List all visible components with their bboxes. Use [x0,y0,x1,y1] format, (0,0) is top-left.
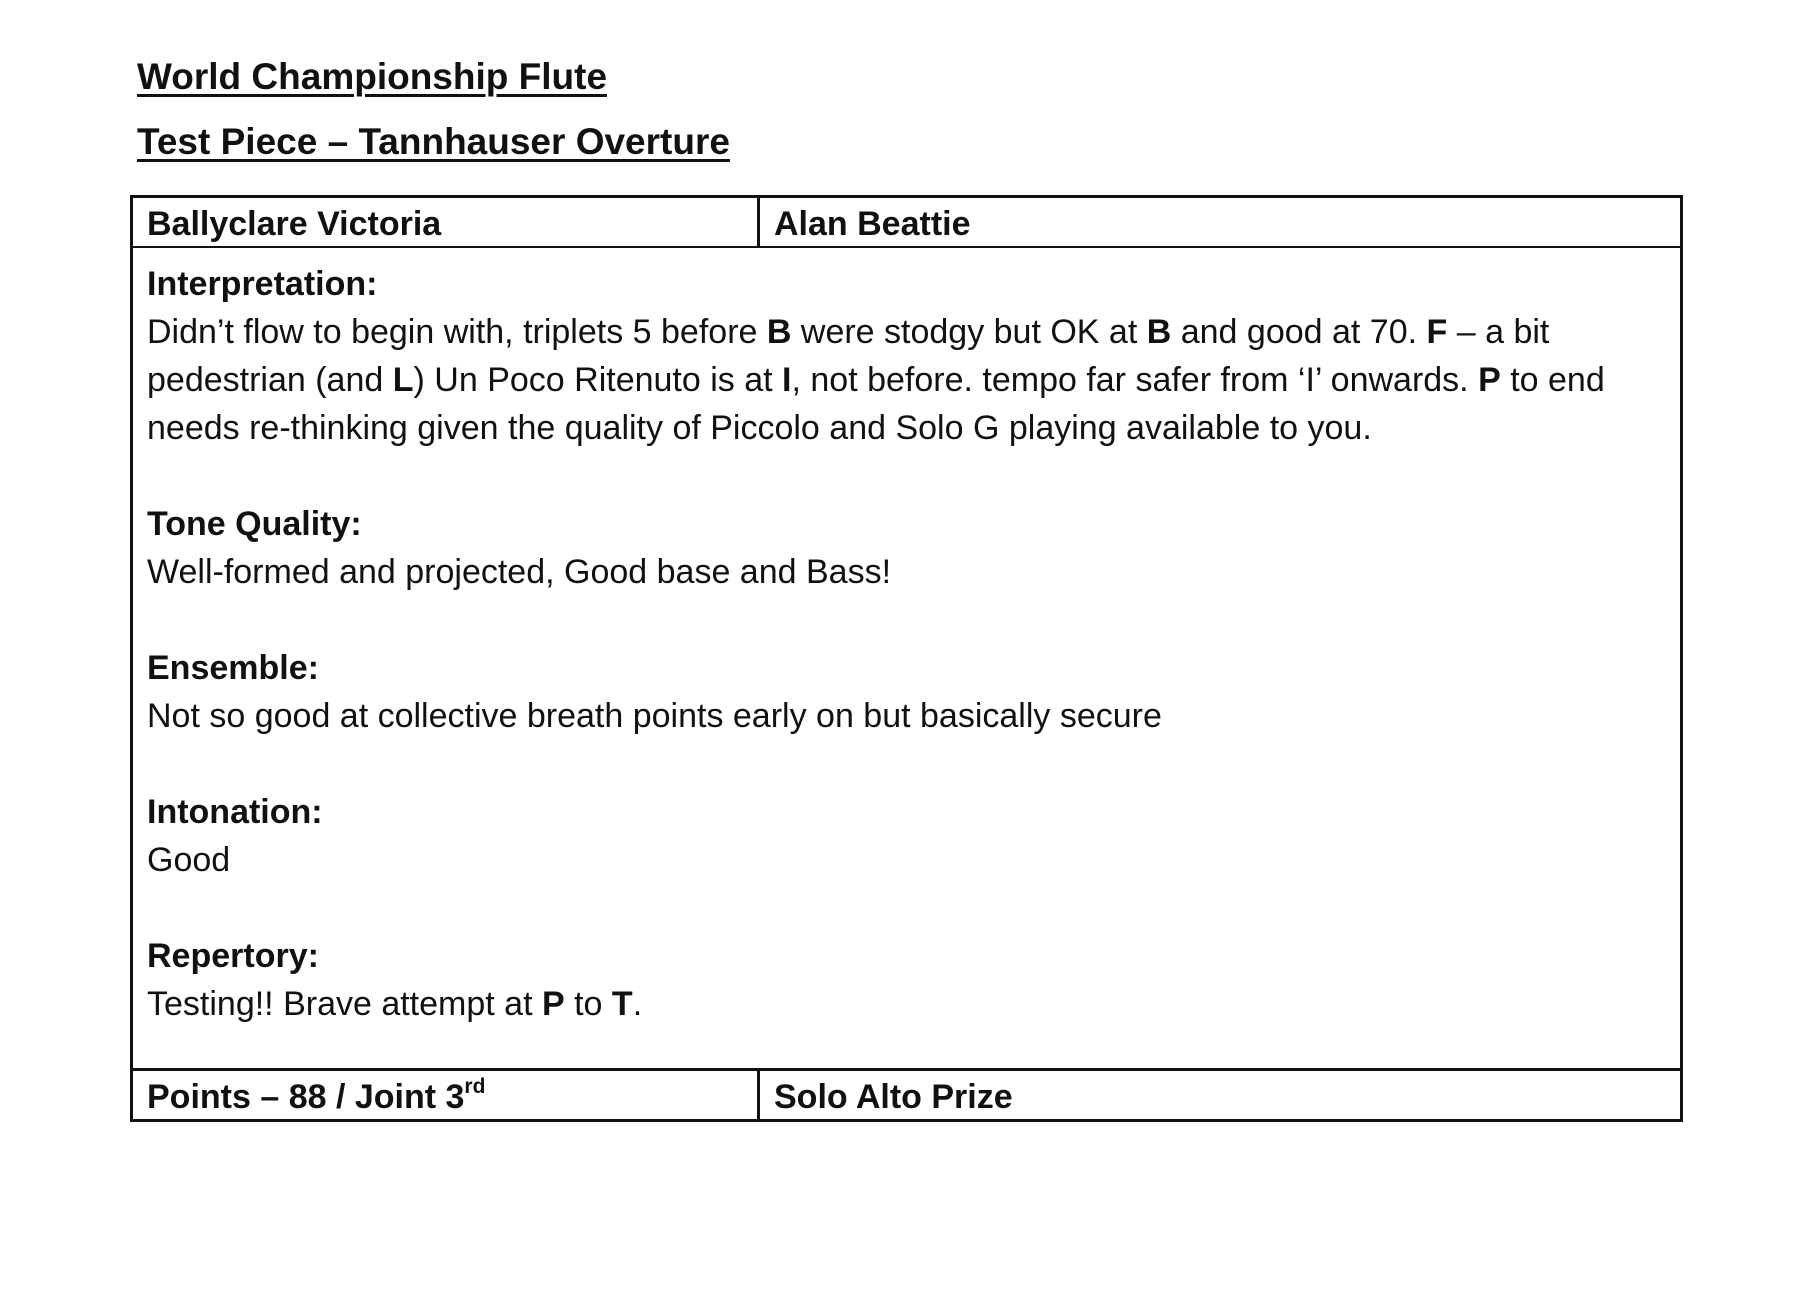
interpretation-text-part: – a bit pedestrian (and [147,313,1550,399]
rehearsal-mark: B [1146,313,1172,351]
rehearsal-mark: P [541,985,565,1023]
repertory-label: Repertory: [147,937,319,975]
interpretation-text-part: , not before. tempo far safer from ‘I’ onwards. [791,361,1479,399]
header-row [133,198,1680,248]
intonation-text: Good [147,841,231,879]
footer-row [133,1071,1680,1119]
tone-quality-label: Tone Quality: [147,505,362,543]
rehearsal-mark: F [1426,313,1448,351]
repertory-text-part: to [564,985,612,1023]
repertory-text-part: Testing!! Brave attempt at [147,985,542,1023]
rehearsal-mark: P [1478,361,1501,399]
interpretation-text-part: ) Un Poco Ritenuto is at [413,361,783,399]
intonation-label: Intonation: [147,793,323,831]
rehearsal-mark: T [611,985,633,1023]
repertory-text [147,980,1666,1028]
repertory-section [147,932,1666,1028]
ensemble-section [147,644,1666,740]
interpretation-section [147,260,1666,452]
ordinal-suffix: rd [464,1075,486,1098]
test-piece-title: Test Piece – Tannhauser Overture [137,121,730,162]
adjudication-sheet [130,195,1683,1122]
ensemble-text: Not so good at collective breath points early on but basically secure [147,697,1162,735]
tone-quality-text: Well-formed and projected, Good base and Bass! [147,553,892,591]
rehearsal-mark: I [782,361,792,399]
interpretation-text-part: to end needs re-thinking given the quality of Piccolo and Solo G playing available to you. [147,361,1605,447]
adjudicator-name: Alan Beattie [774,205,971,243]
interpretation-text-part: Didn’t flow to begin with, triplets 5 before [147,313,767,351]
points-result [133,1071,760,1119]
tone-quality-section [147,500,1666,596]
prize-award: Solo Alto Prize [774,1078,1013,1116]
interpretation-text-part: were stodgy but OK at [791,313,1147,351]
points-text: Points – 88 / Joint 3 [147,1078,465,1116]
ensemble-label: Ensemble: [147,649,319,687]
remarks-body [133,248,1680,1071]
rehearsal-mark: B [766,313,792,351]
repertory-text-part: . [632,985,643,1023]
intonation-section [147,788,1666,884]
band-name: Ballyclare Victoria [133,198,760,246]
interpretation-text-part: and good at 70. [1171,313,1427,351]
document-title: World Championship Flute [137,56,608,97]
interpretation-text [147,308,1666,452]
rehearsal-mark: L [392,361,414,399]
interpretation-label: Interpretation: [147,265,378,303]
